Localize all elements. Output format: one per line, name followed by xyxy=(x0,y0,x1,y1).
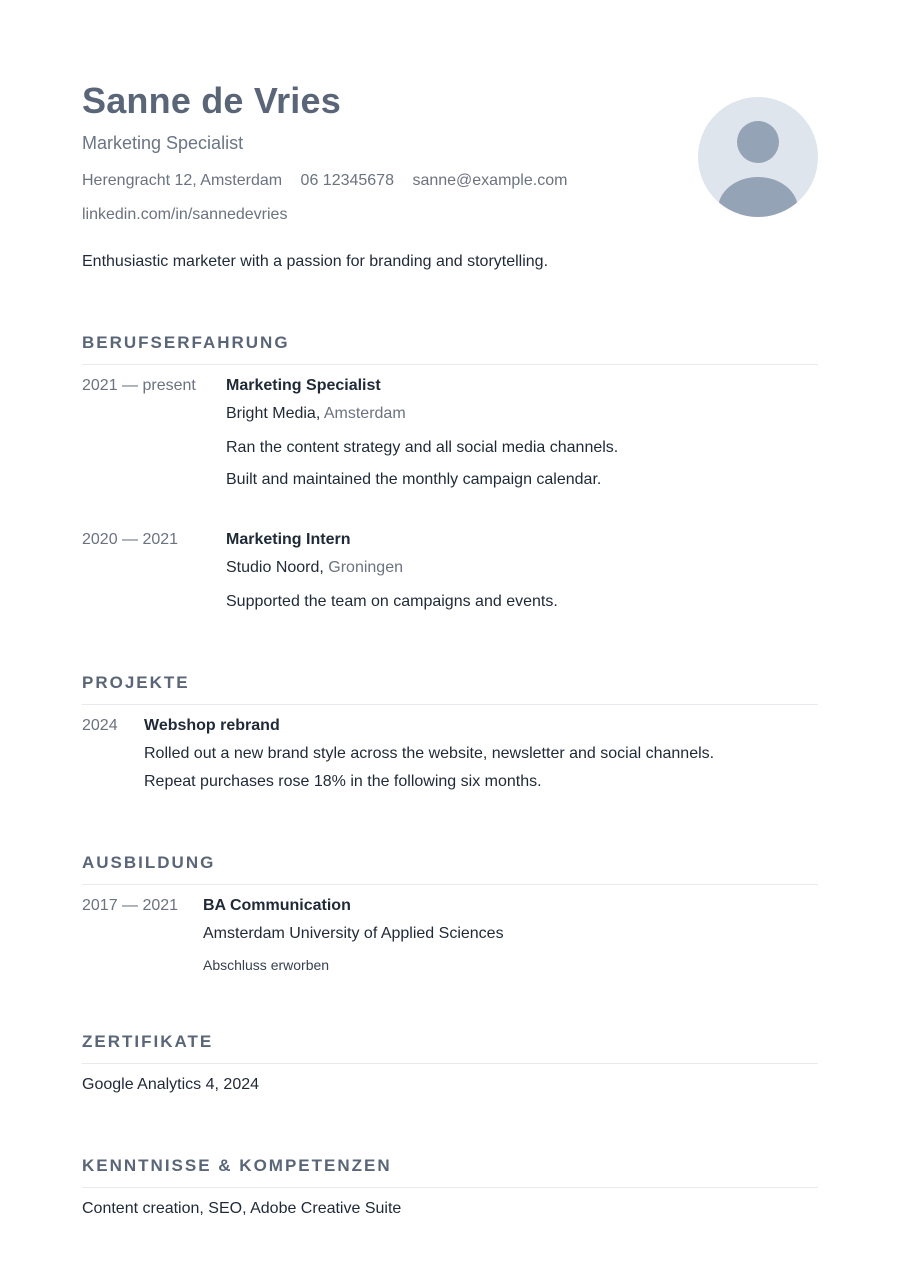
avatar-placeholder-icon xyxy=(698,97,818,217)
section-title-certificates: ZERTIFIKATE xyxy=(82,1032,214,1051)
section-divider xyxy=(82,704,818,705)
contact-line xyxy=(82,172,581,190)
profile-summary: Enthusiastic marketer with a passion for branding and storytelling. xyxy=(82,253,549,270)
experience-bullet: Supported the team on campaigns and events. xyxy=(226,593,558,610)
section-divider xyxy=(82,364,818,365)
education-degree: BA Communication xyxy=(203,897,351,914)
education-note: Abschluss erworben xyxy=(203,957,330,973)
organization-location: Groningen xyxy=(328,559,403,576)
organization-separator: , xyxy=(315,405,324,422)
section-title-education: AUSBILDUNG xyxy=(82,853,216,872)
experience-organization xyxy=(226,405,406,423)
education-school: Amsterdam University of Applied Sciences xyxy=(203,925,504,942)
project-year: 2024 xyxy=(82,717,118,734)
section-divider xyxy=(82,1063,818,1064)
contact-linkedin[interactable]: linkedin.com/in/sannedevries xyxy=(82,206,288,223)
contact-email[interactable]: sanne@example.com xyxy=(412,172,568,189)
section-title-experience: BERUFSERFAHRUNG xyxy=(82,333,290,352)
organization-separator: , xyxy=(319,559,329,576)
experience-title: Marketing Specialist xyxy=(226,377,381,394)
certificates-text: Google Analytics 4, 2024 xyxy=(82,1076,260,1093)
project-title: Webshop rebrand xyxy=(144,717,280,734)
organization-name: Studio Noord xyxy=(226,559,320,576)
contact-address: Herengracht 12, Amsterdam xyxy=(82,172,283,189)
organization-location: Amsterdam xyxy=(323,405,406,422)
section-title-skills: KENNTNISSE & KOMPETENZEN xyxy=(82,1156,392,1175)
section-divider xyxy=(82,1187,818,1188)
experience-title: Marketing Intern xyxy=(226,531,351,548)
skills-text: Content creation, SEO, Adobe Creative Suite xyxy=(82,1200,402,1217)
contact-phone: 06 12345678 xyxy=(300,172,394,189)
candidate-name: Sanne de Vries xyxy=(82,80,341,121)
project-line: Repeat purchases rose 18% in the following six months. xyxy=(144,773,542,790)
experience-dates: 2021 — present xyxy=(82,377,196,394)
project-line: Rolled out a new brand style across the website, newsletter and social channels. xyxy=(144,745,715,762)
experience-bullet: Ran the content strategy and all social media channels. xyxy=(226,439,619,456)
experience-dates: 2020 — 2021 xyxy=(82,531,179,548)
experience-organization xyxy=(226,559,403,577)
section-divider xyxy=(82,884,818,885)
candidate-role: Marketing Specialist xyxy=(82,133,244,153)
section-title-projects: PROJEKTE xyxy=(82,673,190,692)
experience-bullet: Built and maintained the monthly campaign calendar. xyxy=(226,471,602,488)
organization-name: Bright Media xyxy=(226,405,316,422)
education-dates: 2017 — 2021 xyxy=(82,897,179,914)
